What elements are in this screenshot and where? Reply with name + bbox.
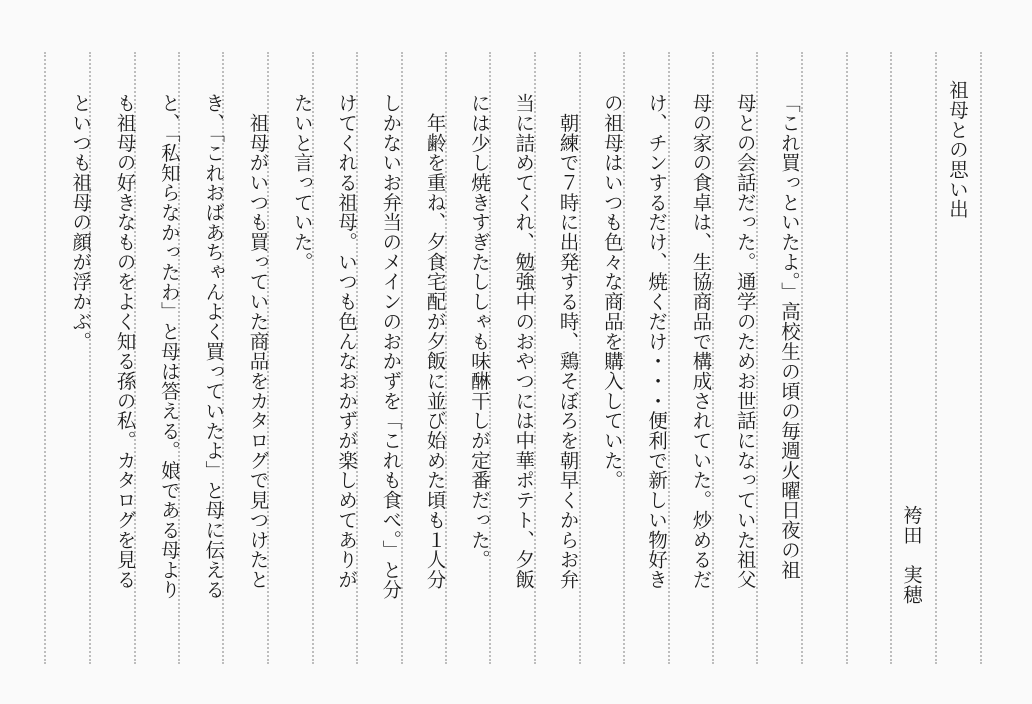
rule-line — [980, 52, 982, 664]
rule-line — [44, 52, 46, 664]
essay-line: 母との会話だった。通学のためお世話になっていた祖父 — [733, 93, 757, 590]
essay-line: 祖母がいつも買っていた商品をカタログで見つけたと — [246, 93, 270, 590]
essay-line: の祖母はいつも色々な商品を購入していた。 — [600, 93, 624, 490]
essay-line: 年齢を重ね、夕食宅配が夕飯に並び始めた頃も１人分 — [423, 93, 447, 590]
author-name: 袴田 実穂 — [900, 505, 923, 605]
essay-line: け、チンするだけ、焼くだけ・・・便利で新しい物好き — [645, 93, 669, 590]
essay-line: たいと言っていた。 — [290, 93, 314, 272]
essay-line: 母の家の食卓は、生協商品で構成されていた。炒めるだ — [689, 93, 713, 590]
essay-body — [69, 93, 811, 693]
essay-line: 当に詰めてくれ、勉強中のおやつには中華ポテト、夕飯 — [512, 93, 536, 590]
essay-line: 「これ買っといたよ。」高校生の頃の毎週火曜日夜の祖 — [778, 93, 801, 580]
essay-line: けてくれる祖母。いつも色んなおかずが楽しめてありが — [335, 93, 359, 590]
essay-line: といつも祖母の顔が浮かぶ。 — [69, 93, 93, 352]
essay-line: には少し焼きすぎたししゃも味醂干しが定番だった。 — [467, 93, 491, 570]
essay-line: き、「これおばあちゃんよく買っていたよ」と母に伝える — [202, 93, 226, 600]
rule-line — [846, 52, 848, 664]
essay-line: 朝練で７時に出発する時、鶏そぼろを朝早くからお弁 — [556, 93, 580, 590]
essay-line: しかないお弁当のメインのおかずを「これも食べ。」と分 — [379, 93, 403, 600]
essay-line: も祖母の好きなものをよく知る孫の私。カタログを見る — [113, 93, 137, 590]
essay-line: と、「私知らなかったわ」と母は答える。娘である母より — [157, 93, 181, 600]
essay-title: 祖母との思い出 — [946, 80, 969, 219]
